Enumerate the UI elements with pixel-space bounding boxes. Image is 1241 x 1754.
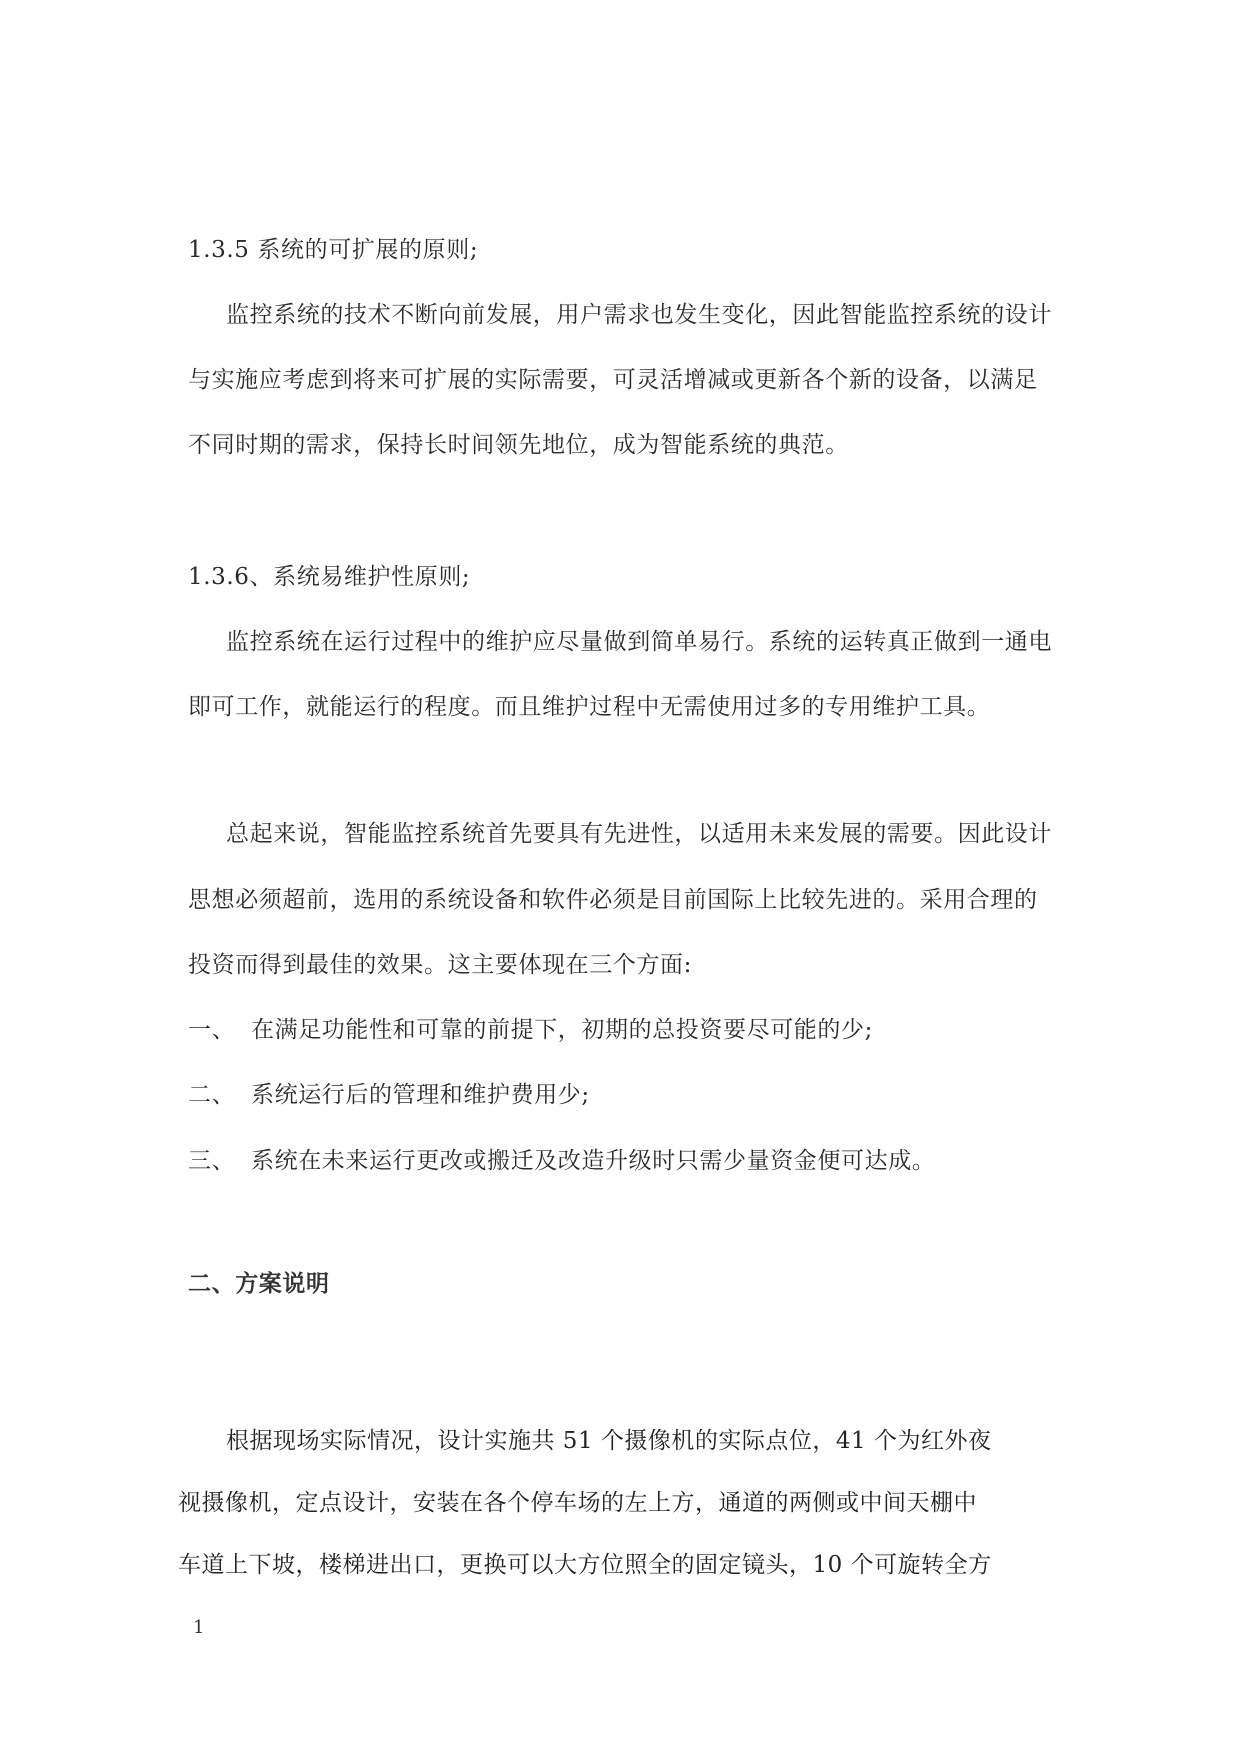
paragraph-line: 思想必须超前，选用的系统设备和软件必须是目前国际上比较先进的。采用合理的 [188,887,1038,913]
paragraph-line: 总起来说，智能监控系统首先要具有先进性，以适用未来发展的需要。因此设计 [226,821,1052,847]
page-number: 1 [193,1617,205,1638]
paragraph-line: 监控系统的技术不断向前发展，用户需求也发生变化，因此智能监控系统的设计 [226,302,1052,328]
paragraph-line: 即可工作，就能运行的程度。而且维护过程中无需使用过多的专用维护工具。 [188,694,991,720]
list-item-text: 系统在未来运行更改或搬迁及改造升级时只需少量资金便可达成。 [251,1148,936,1174]
section-heading-2: 二、方案说明 [188,1270,330,1297]
paragraph-line: 根据现场实际情况，设计实施共 51 个摄像机的实际点位，41 个为红外夜 [226,1428,992,1454]
paragraph-line: 监控系统在运行过程中的维护应尽量做到简单易行。系统的运转真正做到一通电 [226,629,1052,655]
paragraph-line: 不同时期的需求，保持长时间领先地位，成为智能系统的典范。 [188,432,849,458]
list-item-number: 一、 [188,1017,236,1043]
paragraph-line: 视摄像机，定点设计，安装在各个停车场的左上方，通道的两侧或中间天棚中 [178,1490,977,1516]
list-item-number: 二、 [188,1082,236,1108]
list-item-text: 在满足功能性和可靠的前提下，初期的总投资要尽可能的少; [251,1017,873,1043]
section-heading-1-3-6: 1.3.6、系统易维护性原则; [188,564,471,590]
section-heading-1-3-5: 1.3.5 系统的可扩展的原则; [188,237,479,263]
list-item-number: 三、 [188,1148,236,1174]
paragraph-line: 投资而得到最佳的效果。这主要体现在三个方面: [188,952,692,978]
paragraph-line: 车道上下坡，楼梯进出口，更换可以大方位照全的固定镜头，10 个可旋转全方 [178,1552,992,1578]
paragraph-line: 与实施应考虑到将来可扩展的实际需要，可灵活增减或更新各个新的设备，以满足 [188,367,1038,393]
list-item-text: 系统运行后的管理和维护费用少; [251,1082,590,1108]
